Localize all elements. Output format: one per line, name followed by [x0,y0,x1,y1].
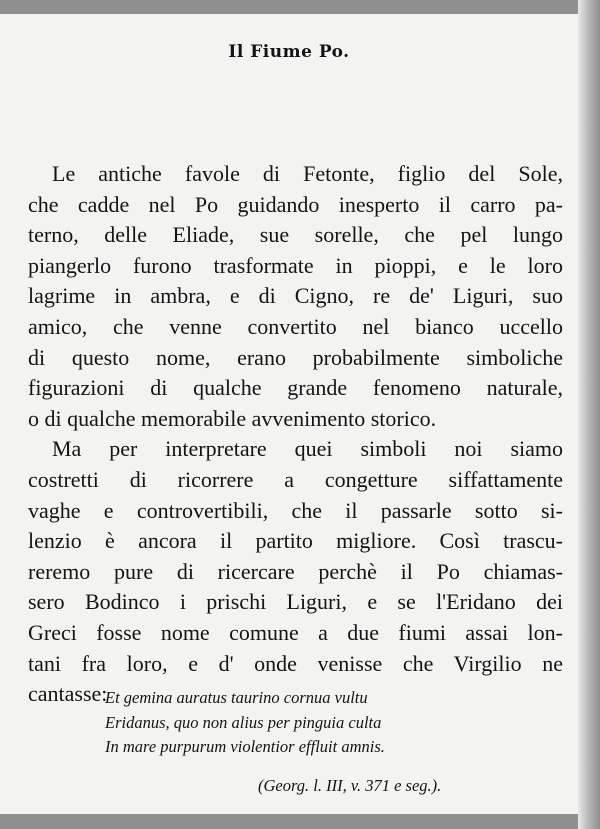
book-page [0,14,578,814]
text-line: che cadde nel Po guidando inesperto il carro pa- [28,191,563,217]
text-line: di questo nome, erano probabilmente simboliche [28,344,563,370]
quote-line: Et gemina auratus taurino cornua vultu [105,688,368,707]
text-line: vaghe e controvertibili, che il passarle sotto si- [28,497,563,523]
text-line: amico, che venne convertito nel bianco uccello [28,313,563,339]
text-line: reremo pure di ricercare perchè il Po chiamas- [28,558,563,584]
text-line: sero Bodinco i prischi Liguri, e se l'Eridano dei [28,589,563,615]
text-line: cantasse: [28,681,108,707]
quote-line: In mare purpurum violentior effluit amnis. [105,737,385,756]
text-line: Le antiche favole di Fetonte, figlio del Sole, [52,161,563,186]
text-line: o di qualche memorabile avvenimento storico. [28,405,437,431]
page-title: Il Fiume Po. [228,42,350,62]
text-line: Ma per interpretare quei simboli noi siamo [52,436,563,462]
latin-quote [105,686,505,760]
text-line: costretti di ricorrere a congetture siffattamente [28,466,563,492]
text-line: Greci fosse nome comune a due fiumi assai lon- [28,619,563,645]
text-line: tani fra loro, e d' onde venisse che Virgilio ne [28,650,563,676]
text-line: lagrime in ambra, e di Cigno, re de' Liguri, suo [28,283,563,309]
page-edge-shadow [578,0,600,829]
text-line: figurazioni di qualche grande fenomeno naturale, [28,375,563,401]
citation: (Georg. l. III, v. 371 e seg.). [258,776,442,795]
text-line: piangerlo furono trasformate in pioppi, e le loro [28,252,563,278]
text-line: terno, delle Eliade, sue sorelle, che pel lungo [28,222,563,248]
text-line: lenzio è ancora il partito migliore. Così trascu- [28,528,563,554]
body-text [28,159,563,710]
quote-line: Eridanus, quo non alius per pinguia culta [105,712,382,732]
